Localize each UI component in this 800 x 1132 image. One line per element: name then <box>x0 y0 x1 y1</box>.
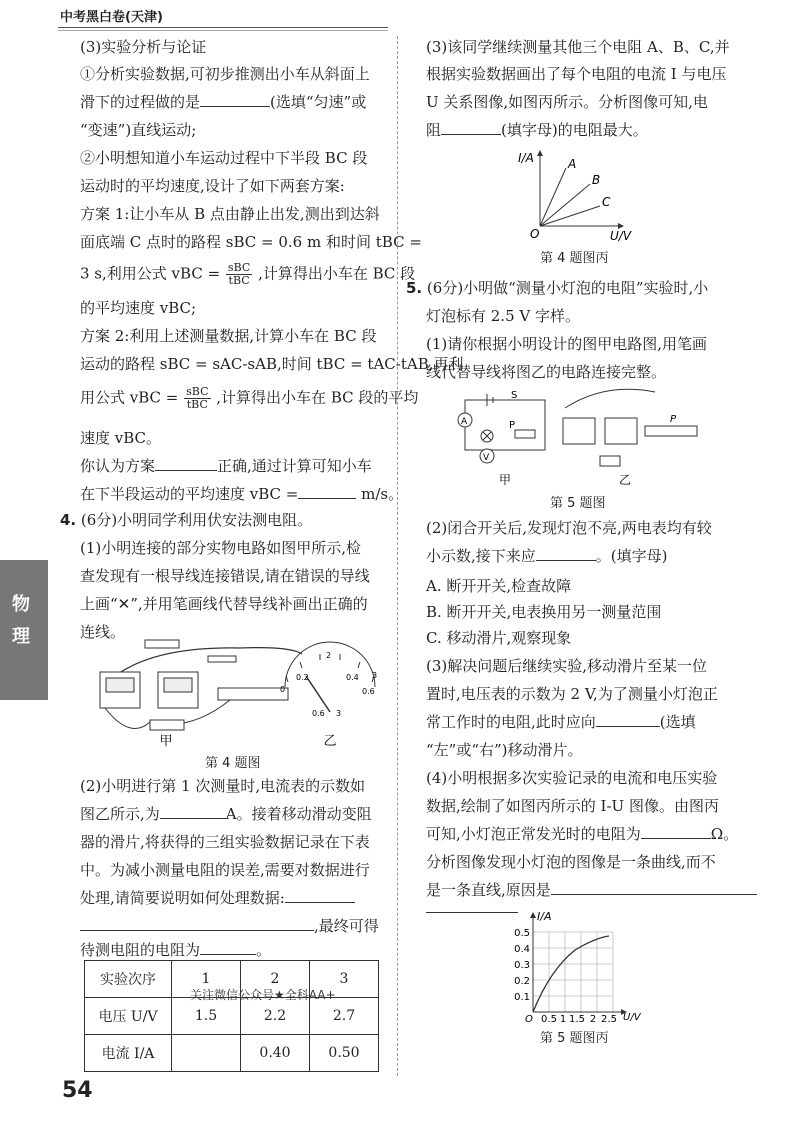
table-header-cell: 实验次序 <box>85 961 172 998</box>
text-line: 中。为减小测量电阻的误差,需要对数据进行 <box>80 861 370 879</box>
table-cell: 电流 I/A <box>85 1035 172 1072</box>
text-fragment: 阻 <box>426 121 442 139</box>
text-line: 运动时的平均速度,设计了如下两套方案: <box>80 177 345 195</box>
side-tab-label: 理 <box>12 626 30 647</box>
table-cell: 电压 U/V <box>85 998 172 1035</box>
answer-blank[interactable] <box>641 824 711 839</box>
figure-5-circuit <box>455 378 705 488</box>
table-cell: 1.5 <box>172 998 241 1035</box>
text-fragment: 用公式 vBC = <box>80 388 179 407</box>
fraction-denominator: tBC <box>186 398 208 411</box>
text-line: (3)该同学继续测量其他三个电阻 A、B、C,并 <box>426 38 730 56</box>
text-line <box>80 262 415 287</box>
text-fragment: Ω。 <box>710 825 739 843</box>
text-line: 上画“✕”,并用笔画线代替导线补画出正确的 <box>80 595 368 613</box>
answer-blank[interactable] <box>551 880 757 895</box>
axis-label: I/A <box>518 151 534 165</box>
fraction <box>184 386 210 411</box>
text-line: ①分析实验数据,可初步推测出小车从斜面上 <box>80 65 370 83</box>
text-line <box>80 456 372 476</box>
text-fragment: ,最终可得 <box>314 917 379 935</box>
answer-blank[interactable] <box>200 92 270 107</box>
tick-label: 2 <box>589 1014 597 1025</box>
line-label: A <box>568 157 577 171</box>
figure-label: 乙 <box>323 734 337 747</box>
text-fragment: 滑下的过程做的是 <box>80 93 201 111</box>
fraction-denominator: tBC <box>228 274 250 287</box>
line-label: C <box>602 195 611 209</box>
page-number: 54 <box>62 1078 93 1103</box>
text-line <box>80 916 379 936</box>
tick-label: 0.5 <box>541 1014 557 1025</box>
table-row <box>85 998 379 1035</box>
answer-blank[interactable] <box>536 546 596 561</box>
fraction <box>226 262 252 287</box>
text-line: (2)小明进行第 1 次测量时,电流表的示数如 <box>80 777 366 795</box>
text-fragment: (选填“匀速”或 <box>270 93 367 111</box>
text-line <box>80 484 403 504</box>
svg-text:0.6: 0.6 <box>312 709 325 718</box>
text-fragment: ,计算得出小车在 BC 段的平均 <box>216 388 419 407</box>
text-line <box>80 92 366 112</box>
figure-caption: 第 4 题图 <box>205 756 261 771</box>
svg-text:0.4: 0.4 <box>346 673 359 682</box>
svg-text:V: V <box>483 453 490 463</box>
header-rule-thin <box>58 30 388 31</box>
text-fragment: 处理,请简要说明如何处理数据: <box>80 889 285 907</box>
option-b: B. 断开开关,电表换用另一测量范围 <box>426 603 662 621</box>
text-fragment: 小示数,接下来应 <box>426 547 536 565</box>
svg-text:P: P <box>670 414 677 425</box>
figure-5-iu-graph <box>505 910 665 1025</box>
table-cell: 2.7 <box>310 998 379 1035</box>
text-fragment: 常工作时的电阻,此时应向 <box>426 713 596 731</box>
question-number: 4. <box>60 511 77 529</box>
text-line: (3)实验分析与论证 <box>80 38 207 56</box>
option-a: A. 断开开关,检查故障 <box>426 577 572 595</box>
text-fragment: 你认为方案 <box>80 457 156 475</box>
axis-label: U/V <box>623 1012 641 1023</box>
svg-text:S: S <box>511 390 518 401</box>
text-line: 数据,绘制了如图丙所示的 I-U 图像。由图丙 <box>426 797 719 815</box>
text-fragment: m/s。 <box>361 485 404 503</box>
table-cell: 2.2 <box>241 998 310 1035</box>
text-fragment: (填字母)的电阻最大。 <box>501 121 648 139</box>
text-line <box>80 804 372 824</box>
axis-label: U/V <box>610 229 632 243</box>
tick-label: 0.2 <box>514 976 530 987</box>
ammeter-dial <box>280 642 377 718</box>
figure-4-circuit <box>90 632 390 747</box>
figure-4-iu-graph <box>500 148 660 244</box>
text-line: (1)请你根据小明设计的图甲电路图,用笔画 <box>426 335 708 353</box>
page-header-title: 中考黑白卷(天津) <box>60 10 163 25</box>
text-line <box>426 712 696 732</box>
figure-label: 甲 <box>498 473 512 487</box>
table-header-cell: 3 <box>310 961 379 998</box>
svg-text:A: A <box>461 417 468 427</box>
text-line: (1)小明连接的部分实物电路如图甲所示,检 <box>80 539 362 557</box>
text-line <box>80 940 271 960</box>
text-fragment: 正确,通过计算可知小车 <box>217 457 372 475</box>
text-fragment: 图乙所示,为 <box>80 805 160 823</box>
figure-caption: 第 5 题图丙 <box>540 1031 609 1046</box>
text-line: (2)闭合开关后,发现灯泡不亮,两电表均有较 <box>426 519 712 537</box>
tick-label: 0.4 <box>514 944 530 955</box>
text-fragment: 在下半段运动的平均速度 vBC = <box>80 485 299 503</box>
table-header-cell: 2 <box>241 961 310 998</box>
tick-label: 1.5 <box>569 1014 585 1025</box>
text-line <box>80 386 418 411</box>
text-fragment: A。接着移动滑动变阻 <box>225 805 372 823</box>
text-line <box>426 824 738 844</box>
text-line: 置时,电压表的示数为 2 V,为了测量小灯泡正 <box>426 685 718 703</box>
figure-label: 甲 <box>159 734 173 747</box>
axis-label: I/A <box>537 910 552 923</box>
table-header-cell: 1 <box>172 961 241 998</box>
text-line: 运动的路程 sBC = sAC-sAB,时间 tBC = tAC-tAB,再利 <box>80 355 464 373</box>
figure-label: 乙 <box>618 473 632 487</box>
text-line <box>426 120 648 140</box>
svg-text:0: 0 <box>280 685 286 694</box>
text-line: (3)解决问题后继续实验,移动滑片至某一位 <box>426 657 708 675</box>
question-5-stem <box>406 278 708 298</box>
text-line: “变速”)直线运动; <box>80 121 197 139</box>
question-number: 5. <box>406 279 423 297</box>
figure-caption: 第 4 题图丙 <box>540 251 609 266</box>
tick-label: 0.1 <box>514 992 530 1003</box>
text-line: 连线。 <box>80 623 126 641</box>
fraction-numerator: sBC <box>227 261 251 274</box>
text-line: 器的滑片,将获得的三组实验数据记录在下表 <box>80 833 370 851</box>
table-cell: 0.50 <box>310 1035 379 1072</box>
text-fragment: 3 s,利用公式 vBC = <box>80 264 221 283</box>
text-line: ②小明想知道小车运动过程中下半段 BC 段 <box>80 149 368 167</box>
text-line: 速度 vBC。 <box>80 429 162 447</box>
answer-blank[interactable] <box>441 120 501 135</box>
watermark-text: 关注微信公众号★全科AA+ <box>190 988 336 1002</box>
option-c: C. 移动滑片,观察现象 <box>426 629 572 647</box>
header-rule <box>58 27 388 28</box>
text-fragment: 待测电阻的电阻为 <box>80 941 201 959</box>
answer-blank[interactable] <box>596 712 660 727</box>
tick-label: 0.5 <box>514 928 530 939</box>
tick-label: 0.3 <box>514 960 530 971</box>
line-label: B <box>592 173 601 187</box>
answer-blank[interactable] <box>200 940 256 955</box>
figure-caption: 第 5 题图 <box>550 496 606 511</box>
text-line <box>426 546 668 566</box>
text-line: 方案 2:利用上述测量数据,计算小车在 BC 段 <box>80 327 377 345</box>
table-row <box>85 1035 379 1072</box>
svg-text:P: P <box>509 420 516 431</box>
text-line: 分析图像发现小灯泡的图像是一条曲线,而不 <box>426 853 716 871</box>
text-fragment: 是一条直线,原因是 <box>426 881 551 899</box>
text-line: 面底端 C 点时的路程 sBC = 0.6 m 和时间 tBC = <box>80 233 422 251</box>
answer-blank[interactable] <box>155 456 217 471</box>
text-fragment: (选填 <box>659 713 696 731</box>
answer-blank[interactable] <box>160 804 226 819</box>
text-line <box>426 880 757 900</box>
origin-label: O <box>530 227 540 241</box>
answer-blank[interactable] <box>80 916 314 931</box>
answer-blank[interactable] <box>298 484 356 499</box>
table-cell: 0.40 <box>241 1035 310 1072</box>
text-fragment: 可知,小灯泡正常发光时的电阻为 <box>426 825 641 843</box>
text-line: U 关系图像,如图丙所示。分析图像可知,电 <box>426 93 708 111</box>
subject-side-tab <box>0 560 48 700</box>
text-line: 查发现有一根导线连接错误,请在错误的导线 <box>80 567 370 585</box>
text-line: 的平均速度 vBC; <box>80 299 197 317</box>
svg-text:0.2: 0.2 <box>296 673 309 682</box>
fraction-numerator: sBC <box>186 385 209 398</box>
text-fragment: ,计算得出小车在 BC 段 <box>258 264 416 283</box>
svg-text:3: 3 <box>336 709 342 718</box>
tick-label: 2.5 <box>601 1014 617 1025</box>
text-fragment: 。(填字母) <box>595 547 668 565</box>
svg-text:2: 2 <box>326 651 332 660</box>
text-fragment: (6分)小明做“测量小灯泡的电阻”实验时,小 <box>426 279 709 297</box>
text-fragment: 。 <box>256 941 272 959</box>
column-divider <box>397 36 398 1076</box>
svg-text:3: 3 <box>372 671 378 680</box>
text-line: 灯泡标有 2.5 V 字样。 <box>426 307 580 325</box>
text-line: 方案 1:让小车从 B 点由静止出发,测出到达斜 <box>80 205 380 223</box>
text-line <box>80 888 355 908</box>
question-4-stem <box>60 510 312 530</box>
table-cell[interactable] <box>172 1035 241 1072</box>
tick-label: 1 <box>559 1014 567 1025</box>
text-fragment: (6分)小明同学利用伏安法测电阻。 <box>80 511 313 529</box>
svg-text:0.6: 0.6 <box>362 687 375 696</box>
text-line: 根据实验数据画出了每个电阻的电流 I 与电压 <box>426 65 727 83</box>
data-table <box>84 960 379 1072</box>
answer-blank[interactable] <box>285 888 355 903</box>
text-line: 线代替导线将图乙的电路连接完整。 <box>426 363 667 381</box>
text-line: (4)小明根据多次实验记录的电流和电压实验 <box>426 769 718 787</box>
origin-label: O <box>525 1014 533 1025</box>
text-line: “左”或“右”)移动滑片。 <box>426 741 583 759</box>
side-tab-label: 物 <box>12 594 30 615</box>
